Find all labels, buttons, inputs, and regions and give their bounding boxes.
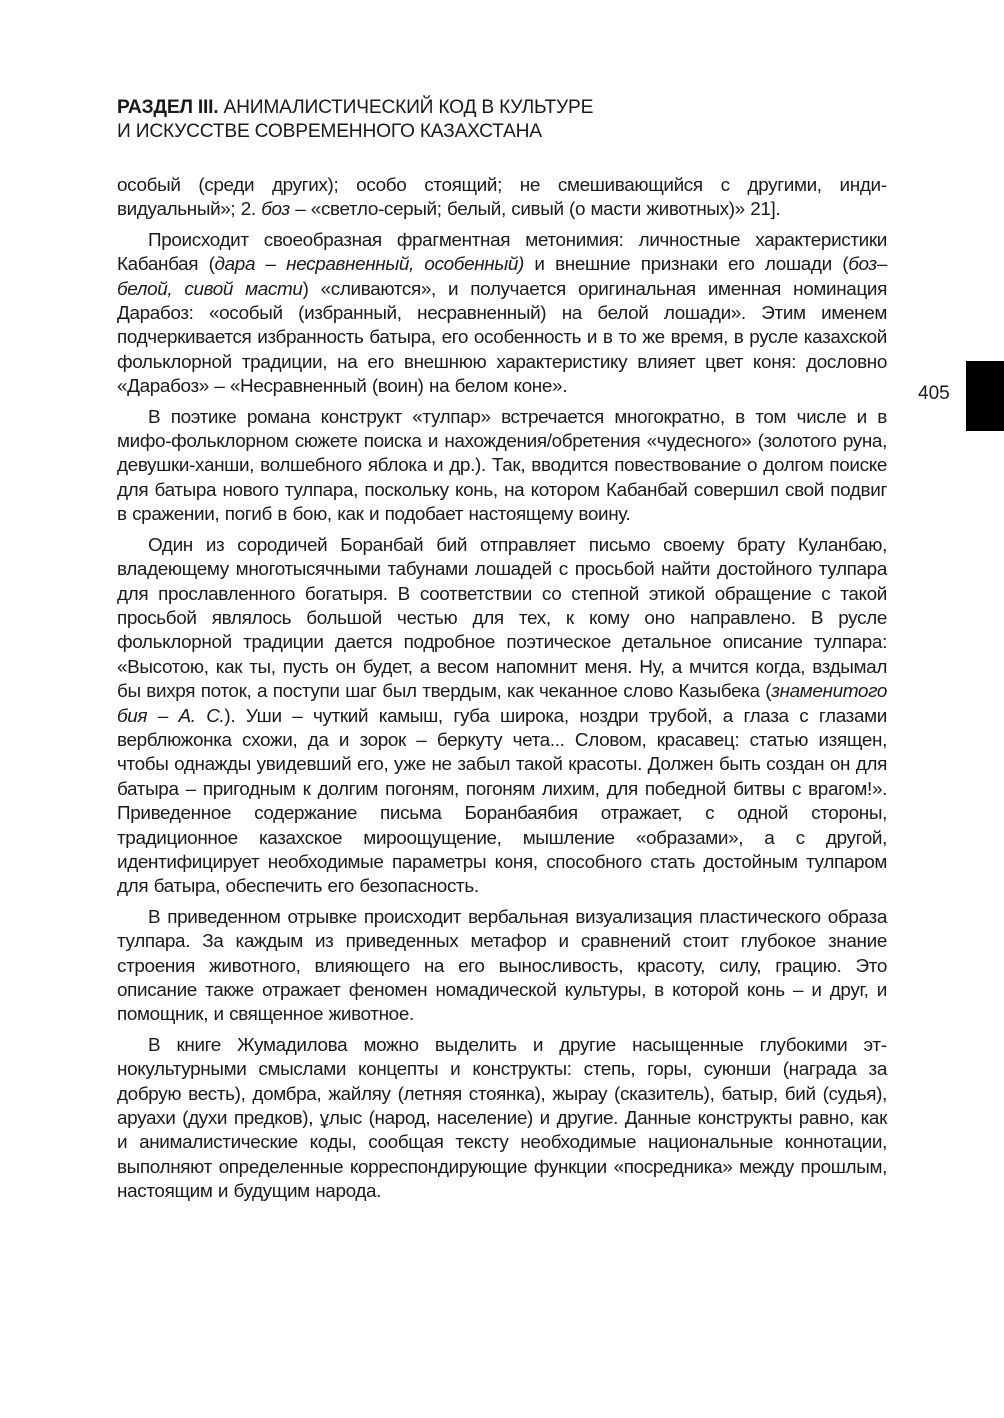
- italic-gloss: дара – несравненный, особенный): [214, 254, 524, 276]
- paragraph-1: [117, 174, 887, 223]
- page-number: 405: [918, 383, 950, 404]
- section-label: РАЗДЕЛ III.: [117, 97, 219, 118]
- body-text: [117, 174, 887, 1211]
- header-line-1: [117, 96, 717, 120]
- paragraph-text: особый (среди других); особо стоящий; не смешивающийся с другими, индивидуальный»; 2.: [117, 175, 887, 221]
- paragraph-text: В поэтике романа конструкт «тулпар» встречается многократно, в том числе и в мифо-фольклорном сюжете поиска и нахождения/обретения «чудесного» (золотого руна, девушки-ханши, волшебного яблока и др.). Так, вводится повествование о долгом поиске для батыра нового тулпара, поскольку конь, на котором Кабанбай совершил свой подвиг в сражении, погиб в бою, как и подобает настоящему воину.: [117, 406, 887, 526]
- thumb-index-tab: [966, 361, 1004, 431]
- paragraph-text: В приведенном отрывке происходит вербальная визуализация пластического образа тулпара. За каждым из приведенных метафор и сравнений стоит глубокое знание строения животного, влияющего на его выносливость, красоту, силу, грацию. Это описание также отражает феномен номадической культуры, в которой конь – и друг, и помощник, и священное животное.: [117, 906, 887, 1026]
- paragraph-4: [117, 534, 887, 900]
- paragraph-5: [117, 906, 887, 1028]
- paragraph-text: Один из сородичей Боранбай бий отправляет письмо своему брату Куланбаю, владеющему многотысячными табунами лошадей с просьбой найти достойного тулпара для прославленного богатыря. В соответствии со степной этикой обращение с такой просьбой являлось большой честью для тех, к кому оно направлено. В русле фольклорной традиции дается подробное поэтическое детальное описание тулпара: «Высотою, как ты, пусть он будет, а весом напомнит меня. Ну, а мчится когда, вздымал бы вихря поток, а поступи шаг был твердым, как чеканное слово Казыбека (: [117, 534, 887, 703]
- running-header: [117, 96, 717, 144]
- paragraph-text: В книге Жумадилова можно выделить и другие насыщенные глубокими этнокультурными смыслами концепты и конструкты: степь, горы, суюнши (награда за добрую весть), домбра, жайляу (летняя стоянка), жырау (сказитель), батыр, бий (судья), аруахи (духи предков), ұлыс (народ, население) и другие. Данные конструкты равно, как и анималистические коды, сообщая тексту необходимые национальные коннотации, выполняют определенные корреспондирующие функции «посредника» между прошлым, настоящим и будущим народа.: [117, 1034, 887, 1203]
- section-title-part2: И ИСКУССТВЕ СОВРЕМЕННОГО КАЗАХСТАНА: [117, 121, 542, 142]
- paragraph-text: ) «сливаются», и получается оригинальная именная номинация Дарабоз: «особый (избранный, несравненный) на белой лошади». Этим именем подчеркивается избранность батыра, его особенность и в то же время, в русле казахской фольклорной традиции, на его внешнюю характеристику влияет цвет коня: дословно «Дарабоз» – «Несравненный (воин) на белом коне».: [117, 278, 888, 398]
- italic-note: знаменитого бия – А. С.: [117, 681, 887, 727]
- italic-term: боз: [261, 199, 290, 221]
- paragraph-text: и внешние признаки его лошади (: [523, 254, 849, 276]
- paragraph-6: [117, 1034, 887, 1205]
- paragraph-2: [117, 229, 887, 400]
- paragraph-text: – «светло-серый; белый, сивый (о масти животных)» 21].: [289, 199, 781, 221]
- paragraph-3: [117, 406, 887, 528]
- paragraph-text: Происходит своеобразная фрагментная метонимия: личностные характеристики Кабанбая (: [117, 229, 887, 276]
- paragraph-text: ). Уши – чуткий камыш, губа широка, ноздри трубой, а глаза с глазами верблюжонка схожи, да и зорок – беркуту чета... Словом, красавец: статью изящен, чтобы однажды увидевший его, уже не забыл такой красоты. Должен быть создан он для батыра – пригодным к долгим погоням, погоням лихим, для победной битвы с врагом!». Приведенное содержание письма Боранбаябия отражает, с одной стороны, традиционное казахское мироощущение, мышление «образами», а с другой, идентифицирует необходимые параметры коня, способного стать достойным тулпаром для батыра, обеспечить его безопасность.: [117, 705, 887, 898]
- italic-gloss: боз– белой, сивой масти: [117, 254, 887, 300]
- section-title-part1: АНИМАЛИСТИЧЕСКИЙ КОД В КУЛЬТУРЕ: [218, 97, 594, 118]
